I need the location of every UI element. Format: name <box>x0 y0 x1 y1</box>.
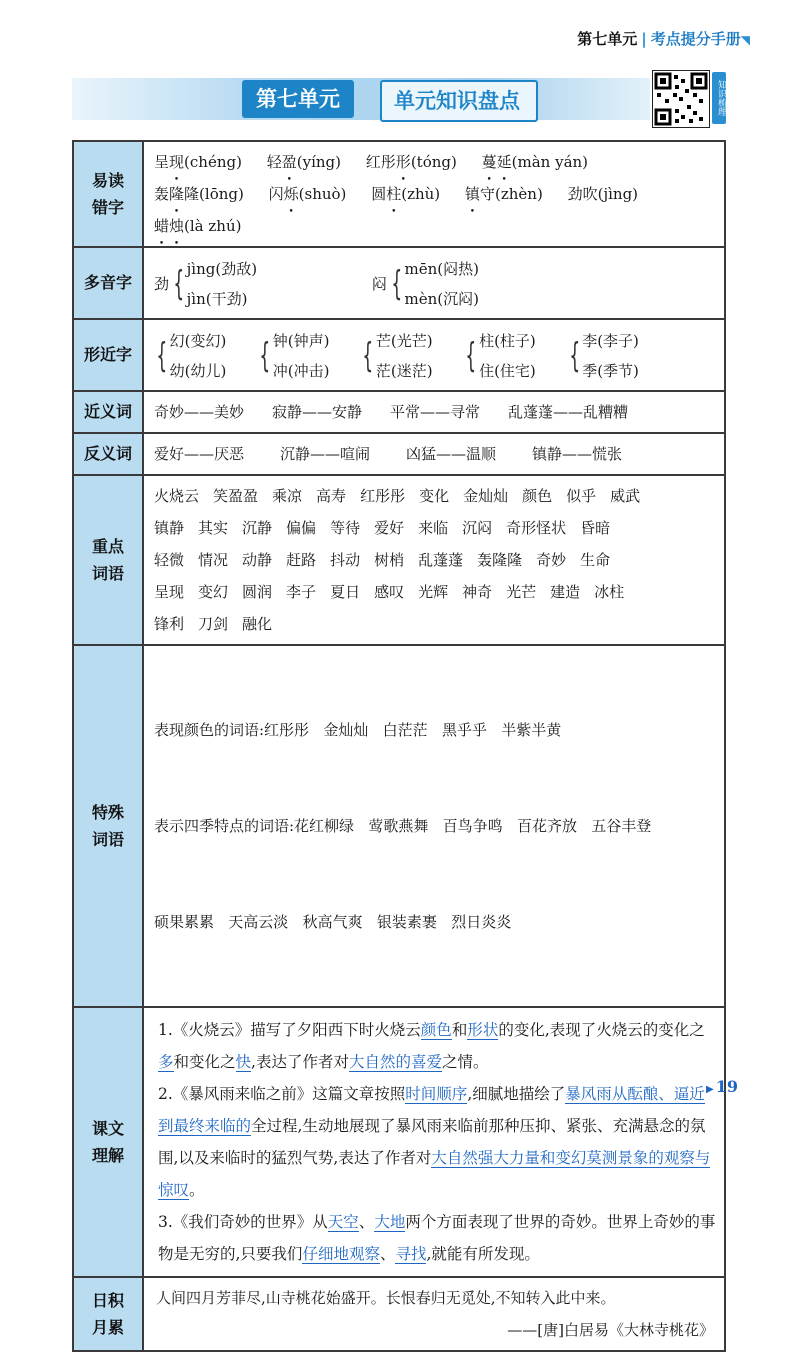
vocab-word: 奇妙 <box>536 551 567 569</box>
vocab-word: 笑盈盈 <box>213 487 259 505</box>
vocab-word: 动静 <box>242 551 273 569</box>
row-xingjin <box>73 319 725 391</box>
vocab-word: 金灿灿 <box>463 487 509 505</box>
vocab-word: 抖动 <box>330 551 361 569</box>
row-jinyi <box>73 391 725 433</box>
row-label: 特殊 词语 <box>73 645 143 1007</box>
banner-unit-title: 第七单元 <box>242 80 354 118</box>
row-teshu <box>73 645 725 1007</box>
vocab-word: 融化 <box>242 615 273 633</box>
poem-text: 人间四月芳菲尽,山寺桃花始盛开。长恨春归无觅处,不知转入此中来。 <box>156 1289 616 1307</box>
teshu-line: 表现颜色的词语:红彤彤 金灿灿 白茫茫 黑乎乎 半紫半黄 <box>154 721 562 739</box>
row-content <box>143 645 725 1007</box>
vocab-word: 感叹 <box>374 583 405 601</box>
banner-section-title: 单元知识盘点 <box>380 80 538 122</box>
row-content <box>143 475 725 645</box>
row-content <box>143 1277 725 1351</box>
vocab-word: 冰柱 <box>594 583 625 601</box>
vocab-word: 似乎 <box>566 487 597 505</box>
xingjin-group: { 李(李子) 季(季节) <box>568 332 639 380</box>
qr-side-label: 知识梳理 <box>712 72 726 124</box>
vocab-word: 光芒 <box>506 583 537 601</box>
row-label: 课文 理解 <box>73 1007 143 1277</box>
row-label: 多音字 <box>73 247 143 319</box>
xingjin-group: { 幻(变幻) 幼(幼儿) <box>156 332 227 380</box>
title-banner <box>72 78 650 120</box>
zhongdian-line <box>154 544 716 576</box>
vocab-word: 爱好 <box>374 519 405 537</box>
vocab-word: 沉静 <box>242 519 273 537</box>
vocab-word: 其实 <box>198 519 229 537</box>
row-content <box>143 247 725 319</box>
xingjin-group: { 柱(柱子) 住(住宅) <box>465 332 536 380</box>
row-zhongdian <box>73 475 725 645</box>
vocab-word: 轰隆隆 <box>477 551 523 569</box>
header-swoosh-icon: ◥ <box>740 33 750 47</box>
qr-code-icon[interactable] <box>652 70 710 128</box>
vocab-word: 红彤彤 <box>360 487 406 505</box>
vocab-word: 锋利 <box>154 615 185 633</box>
row-label: 反义词 <box>73 433 143 475</box>
vocab-word: 高寿 <box>316 487 347 505</box>
row-label: 形近字 <box>73 319 143 391</box>
row-label: 易读 错字 <box>73 141 143 247</box>
vocab-word: 轻微 <box>154 551 185 569</box>
page-number: ▶ 19 <box>706 1077 738 1096</box>
vocab-word: 赶路 <box>286 551 317 569</box>
vocab-word: 圆润 <box>242 583 273 601</box>
vocab-word: 等待 <box>330 519 361 537</box>
vocab-word: 建造 <box>550 583 581 601</box>
poem-source: ——[唐]白居易《大林寺桃花》 <box>507 1321 714 1339</box>
teshu-line: 表示四季特点的词语:花红柳绿 莺歌燕舞 百鸟争鸣 百花齐放 五谷丰登 <box>154 817 652 835</box>
row-content <box>143 319 725 391</box>
vocab-word: 火烧云 <box>154 487 200 505</box>
header-separator: | <box>641 30 647 48</box>
row-label: 重点 词语 <box>73 475 143 645</box>
teshu-line: 硕果累累 天高云淡 秋高气爽 银装素裹 烈日炎炎 <box>154 913 512 931</box>
vocab-word: 奇形怪状 <box>506 519 567 537</box>
vocab-word: 变幻 <box>198 583 229 601</box>
vocab-word: 来临 <box>418 519 449 537</box>
zhongdian-line <box>154 512 716 544</box>
row-fanyi <box>73 433 725 475</box>
row-content <box>143 1007 725 1277</box>
kewen-para-3: 3.《我们奇妙的世界》从天空、大地两个方面表现了世界的奇妙。世界上奇妙的事物是无穷的,只要我们仔细地观察、寻找,就能有所发现。 <box>158 1213 716 1263</box>
vocab-word: 夏日 <box>330 583 361 601</box>
vocab-word: 乱蓬蓬 <box>418 551 464 569</box>
vocab-word: 威武 <box>610 487 641 505</box>
row-content <box>143 141 725 247</box>
vocab-word: 生命 <box>580 551 611 569</box>
yidu-line-2: 轰隆隆(lōng) 闪烁(shuò) 圆柱(zhù) 镇守(zhèn) 劲吹(jìng) <box>154 185 639 203</box>
vocab-word: 昏暗 <box>580 519 611 537</box>
vocab-word: 颜色 <box>522 487 553 505</box>
row-content: 爱好——厌恶 沉静——喧闹 凶猛——温顺 镇静——慌张 <box>143 433 725 475</box>
row-kewen <box>73 1007 725 1277</box>
row-label: 日积 月累 <box>73 1277 143 1351</box>
vocab-word: 光辉 <box>418 583 449 601</box>
vocab-word: 呈现 <box>154 583 185 601</box>
page-arrow-icon: ▶ <box>706 1084 714 1095</box>
vocab-word: 神奇 <box>462 583 493 601</box>
vocab-word: 偏偏 <box>286 519 317 537</box>
zhongdian-line <box>154 480 716 512</box>
duoyin-group: 闷 { mēn(闷热) mèn(沉闷) <box>371 260 479 308</box>
vocab-word: 变化 <box>419 487 450 505</box>
vocab-word: 树梢 <box>374 551 405 569</box>
yidu-line-3: 蜡烛(là zhú) <box>154 217 242 235</box>
vocab-word: 刀剑 <box>198 615 229 633</box>
running-header <box>577 28 750 49</box>
knowledge-table <box>72 140 726 1352</box>
vocab-word: 乘凉 <box>272 487 303 505</box>
vocab-word: 镇静 <box>154 519 185 537</box>
row-label: 近义词 <box>73 391 143 433</box>
row-riji <box>73 1277 725 1351</box>
kewen-para-1: 1.《火烧云》描写了夕阳西下时火烧云颜色和形状的变化,表现了火烧云的变化之多和变化之快,表达了作者对大自然的喜爱之情。 <box>158 1021 705 1071</box>
xingjin-group: { 芒(光芒) 茫(迷茫) <box>362 332 433 380</box>
header-handbook: 考点提分手册 <box>650 30 741 48</box>
duoyin-group: 劲 { jìng(劲敌) jìn(干劲) <box>154 260 258 308</box>
kewen-para-2: 2.《暴风雨来临之前》这篇文章按照时间顺序,细腻地描绘了暴风雨从酝酿、逼近到最终来临的全过程,生动地展现了暴风雨来临前那种压抑、紧张、充满悬念的氛围,以及来临时的猛烈气势,表达了作者对大自然强大力量和变幻莫测景象的观察与惊叹。 <box>158 1085 711 1199</box>
vocab-word: 沉闷 <box>462 519 493 537</box>
vocab-word: 李子 <box>286 583 317 601</box>
zhongdian-line <box>154 608 716 640</box>
vocab-word: 情况 <box>198 551 229 569</box>
zhongdian-line <box>154 576 716 608</box>
row-yidu <box>73 141 725 247</box>
yidu-line-1: 呈现(chéng) 轻盈(yíng) 红彤形(tóng) 蔓延(màn yán) <box>154 153 589 171</box>
header-unit: 第七单元 <box>577 30 638 48</box>
row-content: 奇妙——美妙 寂静——安静 平常——寻常 乱蓬蓬——乱糟糟 <box>143 391 725 433</box>
row-duoyin <box>73 247 725 319</box>
xingjin-group: { 钟(钟声) 冲(冲击) <box>259 332 330 380</box>
